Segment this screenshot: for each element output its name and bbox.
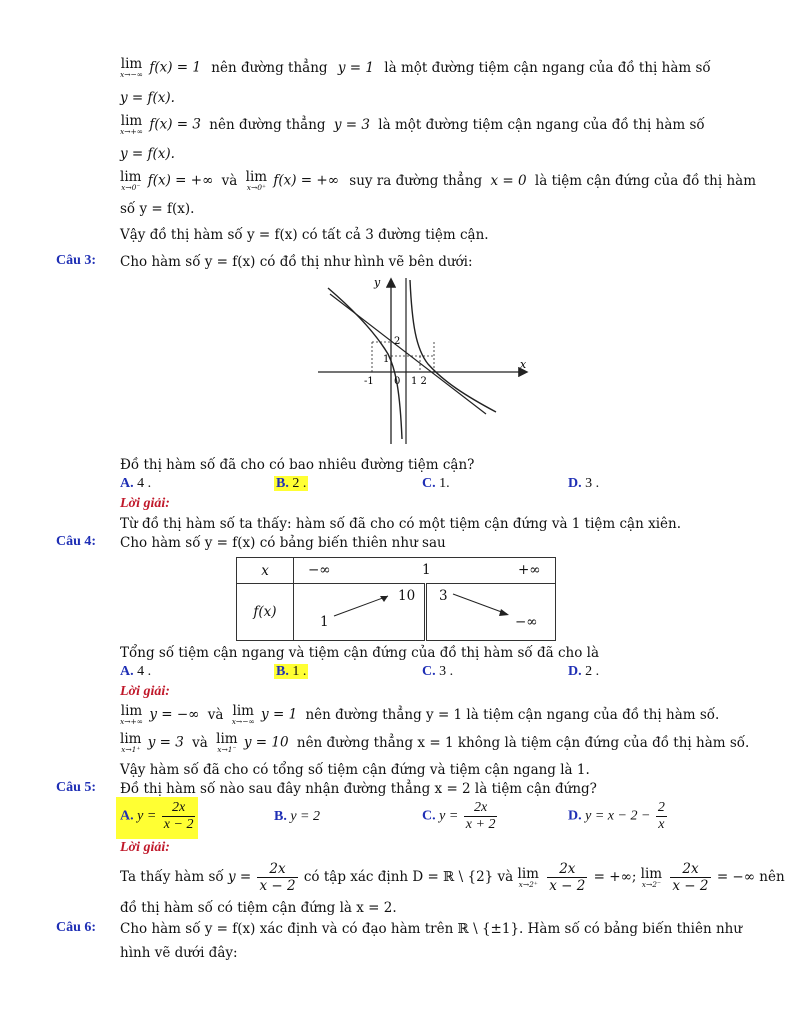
intro-line-3b: số y = f(x).	[120, 201, 195, 217]
q4-solution-line-1: lim x→+∞ y = −∞ và lim x→−∞ y = 1 nên đường thẳng y = 1 là tiệm cận ngang của đồ thị hàm số.	[120, 703, 720, 726]
table-x-values: −∞ 1 +∞	[294, 558, 556, 584]
intro-line-1: lim x→−∞ f(x) = 1 nên đường thẳng y = 1 là một đường tiệm cận ngang của đồ thị hàm số	[120, 56, 711, 79]
fraction: $\frac{2x}{x - 2}$	[672, 861, 709, 894]
limit-expression: lim x→2⁺	[517, 865, 539, 889]
question-5-label: Câu 5:	[56, 780, 97, 795]
question-3-text: Cho hàm số y = f(x) có đồ thị như hình vẽ bên dưới:	[120, 254, 473, 270]
limit-expression: lim x→0⁺	[245, 169, 268, 192]
tick-label-y1: 1	[383, 354, 390, 365]
question-6-label: Câu 6:	[56, 920, 97, 935]
intro-conclusion: Vậy đồ thị hàm số y = f(x) có tất cả 3 đường tiệm cận.	[120, 227, 489, 243]
tick-label-y2: 2	[394, 336, 401, 347]
question-3-prompt: Đồ thị hàm số đã cho có bao nhiêu đường tiệm cận?	[120, 457, 475, 473]
q3-option-d[interactable]: D. 3 .	[568, 476, 600, 491]
intro-line-2: lim x→+∞ f(x) = 3 nên đường thẳng y = 3 là một đường tiệm cận ngang của đồ thị hàm số	[120, 113, 705, 136]
table-fx-label: f(x)	[237, 584, 294, 641]
intro-line-1b: y = f(x).	[120, 90, 175, 106]
x-axis-label: x	[520, 358, 527, 371]
limit-expression: lim x→2⁻	[640, 865, 663, 889]
fraction: $\frac{2}{x}$	[657, 800, 665, 832]
tick-label-0: 0	[394, 376, 401, 387]
limit-expression: lim x→1⁺	[120, 731, 142, 754]
variation-table	[236, 557, 556, 641]
question-6-text: Cho hàm số y = f(x) xác định và có đạo hàm trên ℝ \ {±1}. Hàm số có bảng biến thiên như	[120, 921, 743, 937]
intro-line-3: lim x→0⁻ f(x) = +∞ và lim x→0⁺ f(x) = +∞ suy ra đường thẳng x = 0 là tiệm cận đứng của đồ thị hàm	[120, 169, 757, 192]
q4-option-c[interactable]: C. 3 .	[422, 664, 454, 679]
q5-solution-line-2: đồ thị hàm số có tiệm cận đứng là x = 2.	[120, 900, 397, 916]
q3-option-c[interactable]: C. 1.	[422, 476, 450, 491]
limit-expression: lim x→−∞	[231, 703, 255, 726]
question-3-label: Câu 3:	[56, 253, 97, 268]
question-5-text: Đồ thị hàm số nào sau đây nhận đường thẳng x = 2 là tiệm cận đứng?	[120, 781, 597, 797]
limit-expression: lim x→0⁻	[120, 169, 142, 192]
q5-option-c[interactable]: C. y = $\frac{2x}{x + 2}$	[422, 800, 496, 832]
q4-option-a[interactable]: A. 4 .	[120, 664, 152, 679]
q3-solution-text: Từ đồ thị hàm số ta thấy: hàm số đã cho có một tiệm cận đứng và 1 tiệm cận xiên.	[120, 516, 682, 532]
table-fx-left: 1 10	[294, 584, 426, 641]
fraction: $\frac{2x}{x - 2}$	[549, 861, 586, 894]
q3-option-a[interactable]: A. 4 .	[120, 476, 152, 491]
function-graph	[316, 274, 532, 446]
question-4-text: Cho hàm số y = f(x) có bảng biến thiên như sau	[120, 535, 446, 551]
q5-option-a[interactable]: A. y = $\frac{2x}{x - 2}$	[120, 800, 194, 832]
q4-option-b[interactable]: B. 1 .	[276, 664, 307, 679]
curve-right-branch	[410, 280, 496, 412]
question-4-label: Câu 4:	[56, 534, 97, 549]
q4-solution-label: Lời giải:	[120, 684, 170, 699]
q5-solution-label: Lời giải:	[120, 840, 170, 855]
table-x-label: x	[237, 558, 294, 584]
tick-label-1-2: 1 2	[411, 376, 427, 387]
tick-label-neg1: -1	[364, 376, 374, 387]
table-fx-right: 3 −∞	[426, 584, 556, 641]
q5-option-b[interactable]: B. y = 2	[274, 809, 321, 824]
q5-option-d[interactable]: D. y = x − 2 − $\frac{2}{x}$	[568, 800, 665, 832]
q5-solution-line-1: Ta thấy hàm số y = $\frac{2x}{x - 2}$ có tập xác định D = ℝ \ {2} và lim x→2⁺ $\frac{2x}{x - 2}$ = +∞; lim x→2⁻ $\frac{2x}{x - 2}$ = −∞ nên	[120, 861, 785, 894]
limit-expression: lim x→−∞	[120, 56, 144, 79]
q4-solution-line-2: lim x→1⁺ y = 3 và lim x→1⁻ y = 10 nên đường thẳng x = 1 không là tiệm cận đứng của đồ thị hàm số.	[120, 731, 750, 754]
q4-option-d[interactable]: D. 2 .	[568, 664, 600, 679]
fraction: $\frac{2x}{x + 2}$	[465, 800, 496, 832]
y-axis-label: y	[374, 276, 381, 289]
limit-expression: lim x→+∞	[120, 113, 144, 136]
q3-option-b[interactable]: B. 2 .	[276, 476, 307, 491]
question-6-text-2: hình vẽ dưới đây:	[120, 945, 238, 961]
q4-solution-line-3: Vậy hàm số đã cho có tổng số tiệm cận đứng và tiệm cận ngang là 1.	[120, 762, 590, 778]
intro-line-2b: y = f(x).	[120, 146, 175, 162]
limit-expression: lim x→1⁻	[216, 731, 238, 754]
q3-solution-label: Lời giải:	[120, 496, 170, 511]
question-4-prompt: Tổng số tiệm cận ngang và tiệm cận đứng của đồ thị hàm số đã cho là	[120, 645, 600, 661]
fraction: $\frac{2x}{x - 2}$	[163, 800, 194, 832]
limit-expression: lim x→+∞	[120, 703, 144, 726]
fraction: $\frac{2x}{x - 2}$	[259, 861, 296, 894]
